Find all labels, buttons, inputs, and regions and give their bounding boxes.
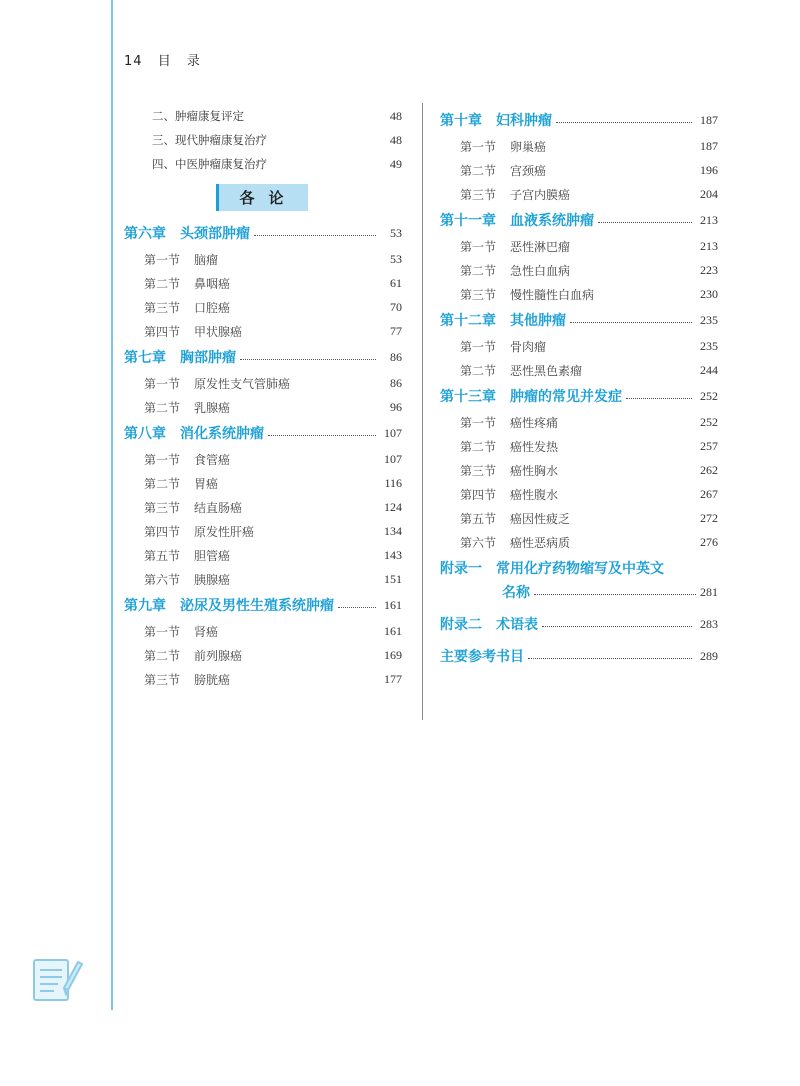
chapter-title: 泌尿及男性生殖系统肿瘤	[180, 598, 334, 614]
chapter-page: 252	[700, 388, 718, 403]
chapter-page: 235	[700, 312, 718, 327]
section-title: 原发性肝癌	[194, 524, 255, 539]
section-number: 第三节	[460, 287, 497, 302]
section-page: 77	[390, 323, 402, 338]
chapter-title: 血液系统肿瘤	[510, 213, 594, 229]
section-page: 169	[384, 647, 402, 662]
section-number: 第二节	[144, 400, 181, 415]
section-page: 196	[700, 162, 718, 177]
toc-entry-page: 48	[390, 108, 402, 123]
section-page: 107	[384, 451, 402, 466]
toc-section[interactable]	[124, 247, 402, 271]
section-title: 乳腺癌	[194, 400, 231, 415]
chapter-title: 胸部肿瘤	[180, 350, 236, 366]
section-page: 70	[390, 299, 402, 314]
appendix-title-line1: 常用化疗药物缩写及中英文	[496, 561, 664, 577]
chapter-title: 消化系统肿瘤	[180, 426, 264, 442]
chapter-number: 第十一章	[440, 213, 496, 229]
toc-chapter[interactable]	[440, 382, 718, 410]
section-page: 53	[390, 251, 402, 266]
toc-entry-title: 二、肿瘤康复评定	[152, 109, 244, 123]
chapter-page: 187	[700, 112, 718, 127]
page-number: 14	[124, 54, 143, 69]
toc-entry[interactable]	[124, 104, 402, 128]
toc-section[interactable]	[124, 667, 402, 691]
toc-section[interactable]	[124, 447, 402, 471]
section-page: 262	[700, 462, 718, 477]
notepad-pencil-icon	[28, 950, 84, 1006]
chapter-page: 161	[384, 597, 402, 612]
section-number: 第四节	[144, 524, 181, 539]
section-number: 第一节	[460, 239, 497, 254]
section-page: 252	[700, 414, 718, 429]
section-title: 前列腺癌	[194, 648, 243, 663]
toc-section[interactable]	[124, 619, 402, 643]
toc-section[interactable]	[440, 410, 718, 434]
chapter-page: 107	[384, 425, 402, 440]
toc-appendix[interactable]	[440, 610, 718, 638]
section-number: 第二节	[460, 439, 497, 454]
section-number: 第三节	[460, 187, 497, 202]
section-number: 第五节	[144, 548, 181, 563]
section-number: 第六节	[460, 535, 497, 550]
section-page: 134	[384, 523, 402, 538]
references-page: 289	[700, 648, 718, 663]
column-divider	[422, 103, 423, 720]
chapter-number: 第九章	[124, 598, 166, 614]
section-title: 口腔癌	[194, 300, 231, 315]
section-title: 癌性腹水	[510, 487, 559, 502]
toc-section[interactable]	[440, 458, 718, 482]
toc-section[interactable]	[124, 395, 402, 419]
toc-section[interactable]	[440, 234, 718, 258]
chapter-number: 第十章	[440, 113, 482, 129]
chapter-number: 第七章	[124, 350, 166, 366]
section-page: 86	[390, 375, 402, 390]
toc-section[interactable]	[440, 258, 718, 282]
toc-references[interactable]	[440, 642, 718, 670]
toc-entry[interactable]	[124, 152, 402, 176]
section-title: 恶性淋巴瘤	[510, 239, 571, 254]
toc-entry-title: 四、中医肿瘤康复治疗	[152, 157, 267, 171]
toc-section[interactable]	[124, 643, 402, 667]
toc-section[interactable]	[124, 295, 402, 319]
toc-chapter[interactable]	[124, 591, 402, 619]
section-page: 177	[384, 671, 402, 686]
section-page: 116	[384, 475, 402, 490]
section-page: 204	[700, 186, 718, 201]
toc-section[interactable]	[440, 334, 718, 358]
section-number: 第三节	[144, 500, 181, 515]
references-title: 主要参考书目	[440, 649, 524, 665]
toc-section[interactable]	[124, 319, 402, 343]
section-title: 鼻咽癌	[194, 276, 231, 291]
section-number: 第一节	[460, 339, 497, 354]
appendix-number: 附录二	[440, 617, 482, 633]
toc-entry-page: 48	[390, 132, 402, 147]
section-title: 骨肉瘤	[510, 339, 547, 354]
toc-entry-page: 49	[390, 156, 402, 171]
toc-section[interactable]	[440, 506, 718, 530]
toc-entry[interactable]	[124, 128, 402, 152]
section-title: 卵巢癌	[510, 139, 547, 154]
section-number: 第三节	[144, 300, 181, 315]
section-banner: 各论	[216, 184, 308, 211]
chapter-number: 第十三章	[440, 389, 496, 405]
toc-section[interactable]	[440, 134, 718, 158]
section-title: 脑瘤	[194, 252, 219, 267]
section-page: 187	[700, 138, 718, 153]
toc-section[interactable]	[124, 371, 402, 395]
margin-line	[111, 0, 113, 1010]
section-page: 257	[700, 438, 718, 453]
toc-left-column	[124, 104, 402, 691]
section-page: 267	[700, 486, 718, 501]
section-number: 第二节	[144, 276, 181, 291]
section-title: 子宫内膜癌	[510, 187, 571, 202]
toc-section[interactable]	[440, 434, 718, 458]
page-header	[124, 50, 201, 69]
section-title: 结直肠癌	[194, 500, 243, 515]
section-number: 第一节	[144, 252, 181, 267]
section-title: 原发性支气管肺癌	[194, 376, 291, 391]
section-title: 恶性黑色素瘤	[510, 363, 583, 378]
toc-section[interactable]	[440, 282, 718, 306]
toc-section[interactable]	[124, 471, 402, 495]
section-page: 151	[384, 571, 402, 586]
appendix-number: 附录一	[440, 561, 482, 577]
chapter-title: 妇科肿瘤	[496, 113, 552, 129]
chapter-title: 头颈部肿瘤	[180, 226, 250, 242]
chapter-title: 其他肿瘤	[510, 313, 566, 329]
toc-section[interactable]	[124, 495, 402, 519]
section-page: 96	[390, 399, 402, 414]
toc-chapter[interactable]	[440, 306, 718, 334]
chapter-page: 213	[700, 212, 718, 227]
section-number: 第六节	[144, 572, 181, 587]
section-title: 慢性髓性白血病	[510, 287, 595, 302]
toc-entry-title: 三、现代肿瘤康复治疗	[152, 133, 267, 147]
section-page: 272	[700, 510, 718, 525]
appendix-title: 术语表	[496, 617, 538, 633]
section-number: 第二节	[460, 263, 497, 278]
header-title-a: 目	[157, 54, 172, 69]
section-title: 膀胱癌	[194, 672, 231, 687]
section-page: 161	[384, 623, 402, 638]
toc-chapter[interactable]	[440, 106, 718, 134]
section-number: 第四节	[460, 487, 497, 502]
toc-chapter[interactable]	[124, 219, 402, 247]
section-number: 第五节	[460, 511, 497, 526]
toc-section[interactable]	[124, 567, 402, 591]
section-page: 61	[390, 275, 402, 290]
appendix-page: 281	[700, 584, 718, 599]
toc-section[interactable]	[440, 530, 718, 554]
section-page: 213	[700, 238, 718, 253]
toc-chapter[interactable]	[440, 206, 718, 234]
section-number: 第一节	[144, 376, 181, 391]
toc-section[interactable]	[440, 482, 718, 506]
chapter-title: 肿瘤的常见并发症	[510, 389, 622, 405]
section-number: 第一节	[460, 415, 497, 430]
section-page: 276	[700, 534, 718, 549]
section-number: 第二节	[144, 648, 181, 663]
chapter-page: 53	[390, 225, 402, 240]
section-title: 宫颈癌	[510, 163, 547, 178]
section-number: 第二节	[460, 363, 497, 378]
section-page: 244	[700, 362, 718, 377]
section-title: 胰腺癌	[194, 572, 231, 587]
section-title: 癌性疼痛	[510, 415, 559, 430]
toc-section[interactable]	[440, 182, 718, 206]
toc-section[interactable]	[124, 519, 402, 543]
section-number: 第三节	[460, 463, 497, 478]
section-title: 急性白血病	[510, 263, 571, 278]
section-number: 第一节	[144, 452, 181, 467]
toc-appendix[interactable]	[440, 556, 718, 604]
toc-right-column	[440, 106, 718, 670]
toc-section[interactable]	[124, 543, 402, 567]
section-title: 癌性恶病质	[510, 535, 571, 550]
chapter-number: 第八章	[124, 426, 166, 442]
section-title: 肾癌	[194, 624, 219, 639]
section-number: 第三节	[144, 672, 181, 687]
section-title: 胃癌	[194, 476, 219, 491]
chapter-number: 第十二章	[440, 313, 496, 329]
toc-section[interactable]	[440, 158, 718, 182]
section-title: 癌性胸水	[510, 463, 559, 478]
toc-chapter[interactable]	[124, 419, 402, 447]
section-title: 癌性发热	[510, 439, 559, 454]
section-title: 胆管癌	[194, 548, 231, 563]
section-number: 第一节	[460, 139, 497, 154]
section-number: 第二节	[144, 476, 181, 491]
header-title-b: 录	[186, 54, 201, 69]
section-title: 癌因性疲乏	[510, 511, 571, 526]
section-page: 143	[384, 547, 402, 562]
toc-section[interactable]	[124, 271, 402, 295]
chapter-page: 86	[390, 349, 402, 364]
toc-section[interactable]	[440, 358, 718, 382]
section-page: 223	[700, 262, 718, 277]
section-number: 第二节	[460, 163, 497, 178]
section-page: 235	[700, 338, 718, 353]
toc-chapter[interactable]	[124, 343, 402, 371]
section-number: 第四节	[144, 324, 181, 339]
section-title: 甲状腺癌	[194, 324, 243, 339]
section-page: 230	[700, 286, 718, 301]
section-title: 食管癌	[194, 452, 231, 467]
appendix-page: 283	[700, 616, 718, 631]
section-page: 124	[384, 499, 402, 514]
section-number: 第一节	[144, 624, 181, 639]
chapter-number: 第六章	[124, 226, 166, 242]
appendix-title-line2: 名称	[502, 585, 530, 601]
